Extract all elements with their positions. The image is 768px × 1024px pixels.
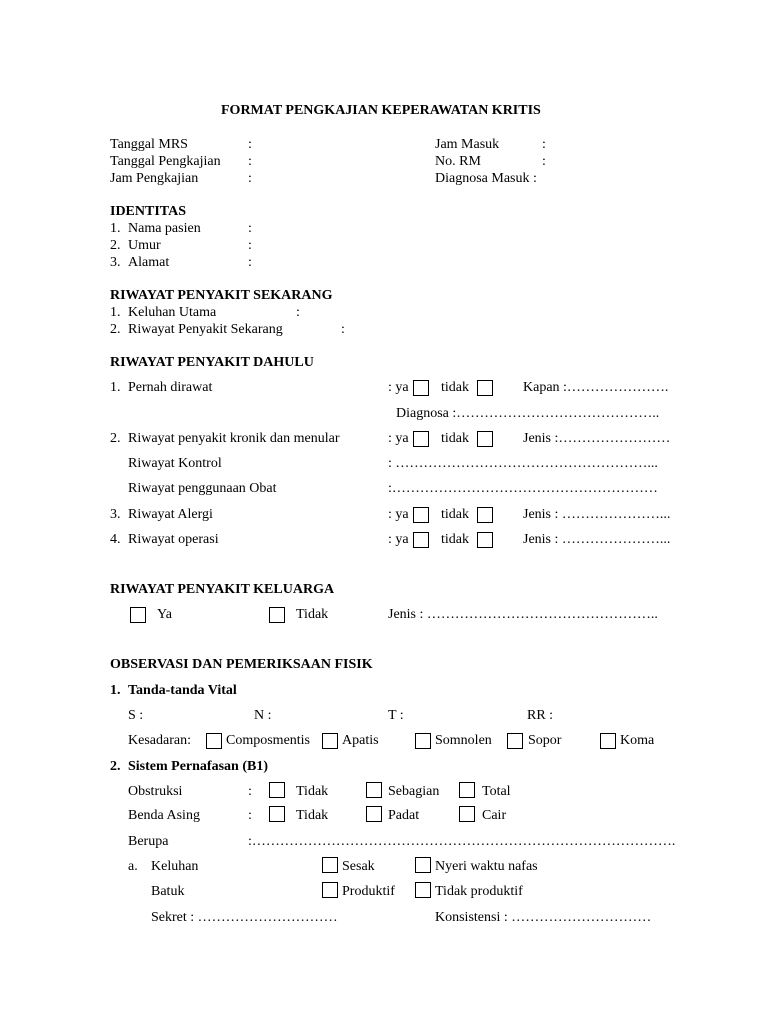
- apatis-checkbox[interactable]: [322, 733, 338, 749]
- kontrol-label: Riwayat Kontrol: [128, 456, 222, 471]
- jenis-field[interactable]: Jenis : …………………………………………..: [388, 607, 658, 622]
- tidak-checkbox[interactable]: [269, 806, 285, 822]
- colon: :: [341, 322, 345, 337]
- keluhan-label: Keluhan: [151, 859, 199, 874]
- tidak-checkbox[interactable]: [477, 431, 493, 447]
- tanggal-mrs-label: Tanggal MRS: [110, 137, 188, 152]
- tidak-label: tidak: [441, 532, 469, 547]
- sesak-checkbox[interactable]: [322, 857, 338, 873]
- tidak-label: tidak: [441, 507, 469, 522]
- vital-heading: Tanda-tanda Vital: [128, 683, 237, 698]
- colon: :: [542, 154, 546, 169]
- cair-checkbox[interactable]: [459, 806, 475, 822]
- identitas-heading: IDENTITAS: [110, 204, 186, 219]
- tidak-produktif-checkbox[interactable]: [415, 882, 431, 898]
- page-title: FORMAT PENGKAJIAN KEPERAWATAN KRITIS: [221, 103, 541, 118]
- colon: :: [296, 305, 300, 320]
- pernah-dirawat-label: Pernah dirawat: [128, 380, 213, 395]
- produktif-checkbox[interactable]: [322, 882, 338, 898]
- sebagian-label: Sebagian: [388, 784, 440, 799]
- alergi-label: Riwayat Alergi: [128, 507, 213, 522]
- tidak-checkbox[interactable]: [477, 507, 493, 523]
- colon: :: [542, 137, 546, 152]
- tidak-label: Tidak: [296, 808, 329, 823]
- sekret-field[interactable]: Sekret : …………………………: [151, 910, 338, 925]
- list-letter: a.: [128, 859, 138, 874]
- nyeri-checkbox[interactable]: [415, 857, 431, 873]
- tidak-label: tidak: [441, 380, 469, 395]
- obat-field[interactable]: :…………………………………………………: [388, 481, 658, 496]
- tidak-checkbox[interactable]: [477, 380, 493, 396]
- colon: :: [248, 137, 252, 152]
- tidak-checkbox[interactable]: [269, 782, 285, 798]
- colon: :: [248, 255, 252, 270]
- somnolen-label: Somnolen: [435, 733, 492, 748]
- obat-label: Riwayat penggunaan Obat: [128, 481, 277, 496]
- list-number: 1.: [110, 380, 121, 395]
- total-checkbox[interactable]: [459, 782, 475, 798]
- list-number: 3.: [110, 507, 121, 522]
- no-rm-label: No. RM: [435, 154, 481, 169]
- tidak-produktif-label: Tidak produktif: [435, 884, 523, 899]
- kapan-field[interactable]: Kapan :………………….: [523, 380, 669, 395]
- composmentis-checkbox[interactable]: [206, 733, 222, 749]
- ya-checkbox[interactable]: [130, 607, 146, 623]
- b1-heading: Sistem Pernafasan (B1): [128, 759, 268, 774]
- list-number: 2.: [110, 238, 121, 253]
- obstruksi-label: Obstruksi: [128, 784, 183, 799]
- composmentis-label: Composmentis: [226, 733, 311, 748]
- colon: :: [248, 171, 252, 186]
- list-number: 2.: [110, 431, 121, 446]
- alamat-label: Alamat: [128, 255, 170, 270]
- list-number: 3.: [110, 255, 121, 270]
- tidak-label: Tidak: [296, 607, 329, 622]
- tidak-label: tidak: [441, 431, 469, 446]
- rr-label: RR :: [527, 708, 554, 723]
- sesak-label: Sesak: [342, 859, 375, 874]
- list-number: 2.: [110, 759, 121, 774]
- ya-label: : ya: [388, 380, 409, 395]
- produktif-label: Produktif: [342, 884, 395, 899]
- diagnosa-masuk-label: Diagnosa Masuk :: [435, 171, 537, 186]
- nyeri-label: Nyeri waktu nafas: [435, 859, 538, 874]
- operasi-label: Riwayat operasi: [128, 532, 219, 547]
- koma-checkbox[interactable]: [600, 733, 616, 749]
- tidak-label: Tidak: [296, 784, 329, 799]
- total-label: Total: [482, 784, 511, 799]
- berupa-label: Berupa: [128, 834, 169, 849]
- sopor-checkbox[interactable]: [507, 733, 523, 749]
- benda-asing-label: Benda Asing: [128, 808, 200, 823]
- sopor-label: Sopor: [528, 733, 562, 748]
- list-number: 1.: [110, 221, 121, 236]
- berupa-field[interactable]: :……………………………………………………………………………….: [248, 834, 676, 849]
- tidak-checkbox[interactable]: [477, 532, 493, 548]
- jam-masuk-label: Jam Masuk: [435, 137, 500, 152]
- ya-label: Ya: [157, 607, 172, 622]
- colon: :: [248, 238, 252, 253]
- n-label: N :: [254, 708, 272, 723]
- list-number: 4.: [110, 532, 121, 547]
- ya-checkbox[interactable]: [413, 431, 429, 447]
- keluhan-utama-label: Keluhan Utama: [128, 305, 217, 320]
- sebagian-checkbox[interactable]: [366, 782, 382, 798]
- cair-label: Cair: [482, 808, 507, 823]
- ya-label: : ya: [388, 431, 409, 446]
- koma-label: Koma: [620, 733, 655, 748]
- ya-label: : ya: [388, 532, 409, 547]
- padat-checkbox[interactable]: [366, 806, 382, 822]
- somnolen-checkbox[interactable]: [415, 733, 431, 749]
- rps-label: Riwayat Penyakit Sekarang: [128, 322, 283, 337]
- jenis-kronik-field[interactable]: Jenis :……………………: [523, 431, 671, 446]
- apatis-label: Apatis: [342, 733, 379, 748]
- colon: :: [248, 784, 252, 799]
- jenis-operasi-field[interactable]: Jenis : …………………...: [523, 532, 671, 547]
- batuk-label: Batuk: [151, 884, 185, 899]
- padat-label: Padat: [388, 808, 420, 823]
- konsistensi-field[interactable]: Konsistensi : …………………………: [435, 910, 652, 925]
- list-number: 1.: [110, 683, 121, 698]
- colon: :: [248, 221, 252, 236]
- diagnosa-field[interactable]: Diagnosa :……………………………………..: [396, 406, 660, 421]
- obs-heading: OBSERVASI DAN PEMERIKSAAN FISIK: [110, 657, 373, 672]
- colon: :: [248, 154, 252, 169]
- ya-checkbox[interactable]: [413, 380, 429, 396]
- nama-pasien-label: Nama pasien: [128, 221, 201, 236]
- rpd-heading: RIWAYAT PENYAKIT DAHULU: [110, 355, 314, 370]
- ya-label: : ya: [388, 507, 409, 522]
- t-label: T :: [388, 708, 404, 723]
- kontrol-field[interactable]: : ………………………………………………...: [388, 456, 658, 471]
- ya-checkbox[interactable]: [413, 532, 429, 548]
- umur-label: Umur: [128, 238, 161, 253]
- jenis-alergi-field[interactable]: Jenis : …………………...: [523, 507, 671, 522]
- list-number: 2.: [110, 322, 121, 337]
- kronik-label: Riwayat penyakit kronik dan menular: [128, 431, 340, 446]
- jam-pengkajian-label: Jam Pengkajian: [110, 171, 199, 186]
- tanggal-pengkajian-label: Tanggal Pengkajian: [110, 154, 221, 169]
- ya-checkbox[interactable]: [413, 507, 429, 523]
- colon: :: [248, 808, 252, 823]
- s-label: S :: [128, 708, 144, 723]
- kesadaran-label: Kesadaran:: [128, 733, 191, 748]
- rpk-heading: RIWAYAT PENYAKIT KELUARGA: [110, 582, 335, 597]
- list-number: 1.: [110, 305, 121, 320]
- rps-heading: RIWAYAT PENYAKIT SEKARANG: [110, 288, 333, 303]
- tidak-checkbox[interactable]: [269, 607, 285, 623]
